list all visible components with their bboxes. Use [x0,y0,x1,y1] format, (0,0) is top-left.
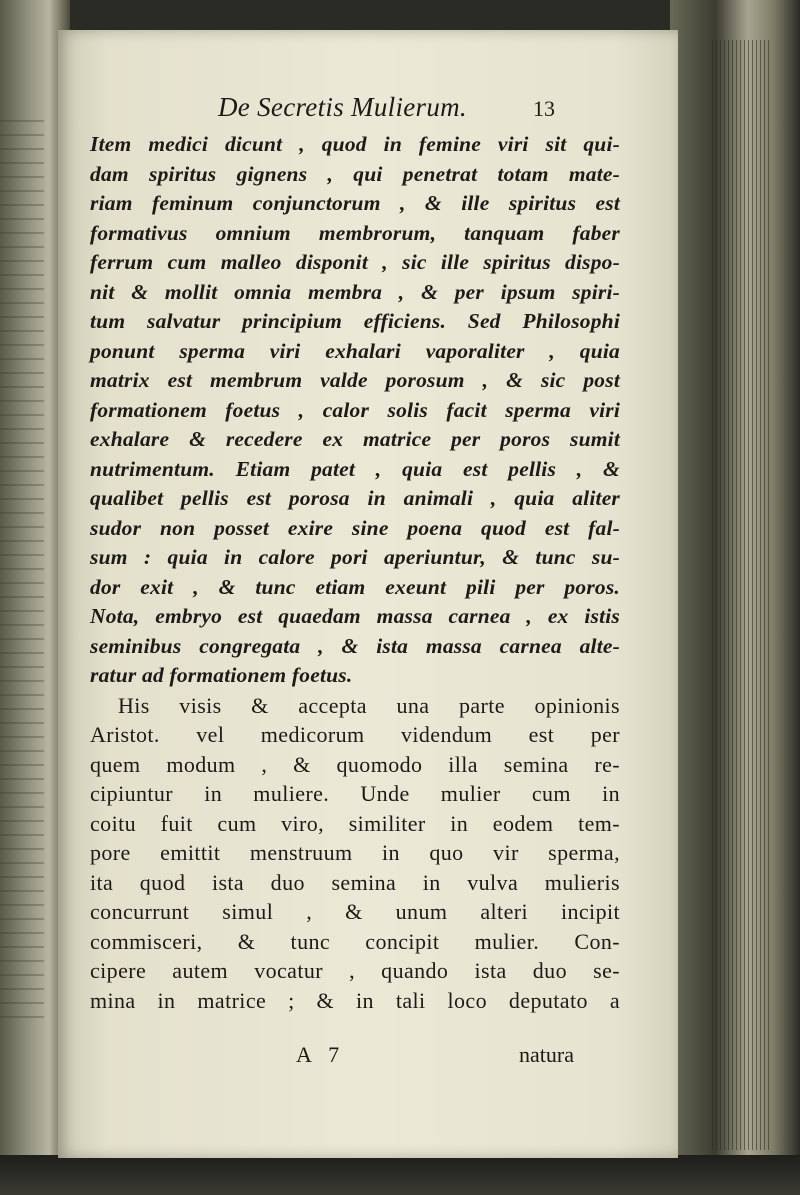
roman-line: Aristot. vel medicorum videndum est per [90,722,620,747]
catchword: natura [519,1042,574,1067]
roman-line: cipiuntur in muliere. Unde mulier cum in [90,781,620,806]
italic-line: seminibus congregata , & ista massa carnea alte- [90,633,620,658]
italic-line: Nota, embryo est quaedam massa carnea , ex istis [90,604,620,628]
roman-line: commisceri, & tunc concipit mulier. Con- [90,928,620,954]
italic-line: sum : quia in calore pori aperiuntur, & tunc su- [90,545,620,569]
previous-page-lines [0,120,44,1020]
italic-line: ponunt sperma viri exhalari vaporaliter , quia [90,338,620,363]
italic-line: nutrimentum. Etiam patet , quia est pellis , & [90,456,620,481]
italic-line: formationem foetus , calor solis facit sperma viri [90,397,620,422]
italic-line: matrix est membrum valde porosum , & sic post [90,368,620,392]
italic-line: dam spiritus gignens , qui penetrat totam mate- [90,161,620,186]
page-header [58,92,678,132]
book-bottom-shadow [0,1155,800,1195]
italic-line: tum salvatur principium efficiens. Sed Philosophi [90,309,620,333]
roman-line: coitu fuit cum viro, similiter in eodem tem- [90,810,620,836]
italic-line: dor exit , & tunc etiam exeunt pili per poros. [90,574,620,599]
italic-line: ferrum cum malleo disponit , sic ille spiritus dispo- [90,250,620,274]
roman-line: pore emittit menstruum in quo vir sperma, [90,840,620,865]
italic-line: ratur ad formationem foetus. [90,663,353,687]
text-block [90,130,620,1015]
roman-line: cipere autem vocatur , quando ista duo se- [90,958,620,983]
italic-line: formativus omnium membrorum, tanquam faber [90,220,620,245]
fore-edge-leaves [712,40,772,1150]
roman-line: concurrunt simul , & unum alteri incipit [90,899,620,924]
italic-line: exhalare & recedere ex matrice per poros sumit [90,427,620,451]
page-footer [58,1042,678,1074]
italic-line: nit & mollit omnia membra , & per ipsum spiri- [90,279,620,304]
running-head: De Secretis Mulierum. [218,92,467,122]
italic-line: Item medici dicunt , quod in femine viri sit qui- [90,132,620,156]
page-number: 13 [533,96,555,121]
italic-line: riam feminum conjunctorum , & ille spiritus est [90,191,620,215]
italic-line: qualibet pellis est porosa in animali , quia aliter [90,486,620,510]
signature-mark: A 7 [296,1042,346,1067]
italic-line: sudor non posset exire sine poena quod est fal- [90,515,620,540]
roman-line: mina in matrice ; & in tali loco deputato a [90,987,620,1013]
roman-line: His visis & accepta una parte opinionis [118,692,620,718]
roman-line: quem modum , & quomodo illa semina re- [90,751,620,777]
roman-line: ita quod ista duo semina in vulva mulieris [90,869,620,895]
book-page [58,30,678,1158]
